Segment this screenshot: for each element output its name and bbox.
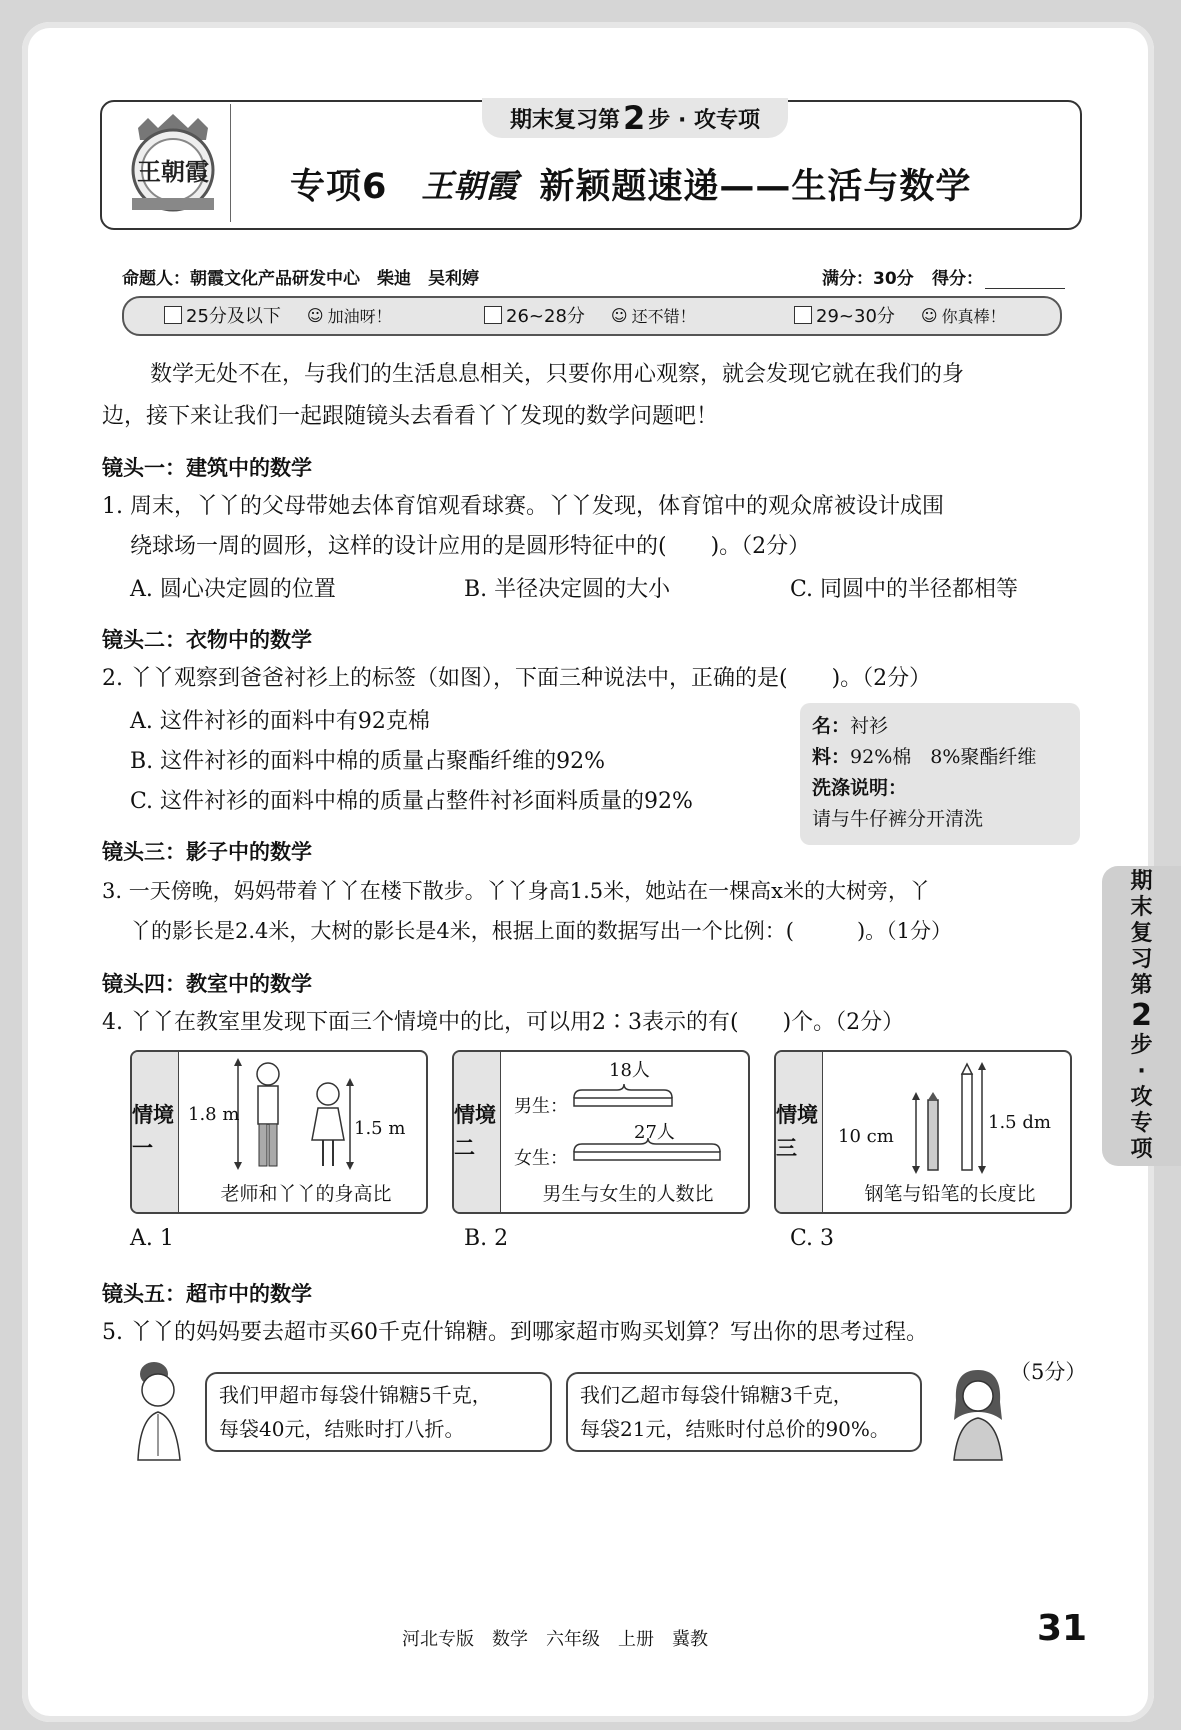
q2-option-b[interactable]: B. 这件衬衫的面料中棉的质量占聚酯纤维的92% — [130, 749, 606, 774]
rating-range: 26~28分 — [506, 306, 585, 327]
q1-option-b[interactable]: B. 半径决定圆的大小 — [464, 577, 671, 602]
title-brand: 王朝霞 — [421, 167, 518, 205]
step-prefix: 期末复习第 — [510, 107, 621, 133]
question-4: 4. 丫丫在教室里发现下面三个情境中的比，可以用2∶3表示的有( )个。（2分） — [102, 1010, 905, 1035]
intro-line-2: 边，接下来让我们一起跟随镜头去看看丫丫发现的数学问题吧！ — [102, 404, 719, 429]
scene-1-value-1: 1.8 m — [188, 1104, 240, 1125]
scene-1-label: 情境一 — [132, 1052, 179, 1212]
brand-logo — [118, 106, 228, 216]
label-material-key: 料： — [812, 746, 851, 768]
question-1-line-2: 绕球场一周的圆形，这样的设计应用的是圆形特征中的( )。（2分） — [130, 534, 811, 559]
score-label: 得分： — [932, 269, 983, 289]
step-number: 2 — [623, 99, 646, 137]
page-title — [290, 154, 971, 214]
section-2-heading: 镜头二：衣物中的数学 — [102, 628, 312, 652]
bubble-b-line-2: 每袋21元，结账时付总价的90%。 — [580, 1417, 890, 1441]
section-4-heading: 镜头四：教室中的数学 — [102, 972, 312, 996]
label-name-value: 衬衫 — [850, 715, 889, 737]
q4-option-a[interactable]: A. 1 — [130, 1226, 174, 1251]
scene-2-value-2: 27人 — [634, 1122, 675, 1143]
q1-option-c[interactable]: C. 同圆中的半径都相等 — [790, 577, 1019, 602]
step-banner — [482, 98, 788, 138]
page-number: 31 — [1037, 1608, 1088, 1649]
smiley-icon: ☺ — [306, 305, 324, 325]
question-3-line-1: 3. 一天傍晚，妈妈带着丫丫在楼下散步。丫丫身高1.5米，她站在一棵高x米的大树旁，丫 — [102, 879, 930, 903]
scene-1-box — [130, 1050, 428, 1214]
scene-2-girls-bar — [572, 1136, 732, 1166]
scene-3-caption: 钢笔与铅笔的长度比 — [864, 1183, 1036, 1205]
footer-info: 河北专版 数学 六年级 上册 冀教 — [402, 1629, 708, 1650]
bubble-b-line-1: 我们乙超市每袋什锦糖3千克， — [580, 1383, 853, 1407]
logo-divider — [230, 104, 231, 222]
section-3-heading: 镜头三：影子中的数学 — [102, 840, 312, 864]
rating-range: 25分及以下 — [186, 306, 281, 327]
q4-option-c[interactable]: C. 3 — [790, 1226, 835, 1251]
question-3-line-2: 丫的影长是2.4米，大树的影长是4米，根据上面的数据写出一个比例：( )。（1分） — [130, 919, 953, 943]
side-tab: 期 末 复 习 第 2 步 · 攻 专 项 — [1102, 866, 1181, 1166]
rating-option[interactable] — [484, 302, 696, 328]
scene-2-value-1: 18人 — [609, 1060, 650, 1081]
title-topic: 专项6 — [290, 167, 388, 207]
clerk-a-avatar — [124, 1356, 198, 1462]
bubble-a-line-1: 我们甲超市每袋什锦糖5千克， — [219, 1383, 492, 1407]
scene-3-value-2: 1.5 dm — [988, 1112, 1051, 1133]
checkbox-icon[interactable] — [794, 306, 812, 324]
q2-option-a[interactable]: A. 这件衬衫的面料中有92克棉 — [130, 709, 430, 734]
question-5: 5. 丫丫的妈妈要去超市买60千克什锦糖。到哪家超市购买划算？写出你的思考过程。 — [102, 1320, 928, 1345]
label-wash-key: 洗涤说明： — [812, 777, 908, 799]
authors-line: 命题人：朝霞文化产品研发中心 柴迪 吴利婷 — [122, 269, 479, 289]
rating-text: 加油呀！ — [327, 306, 392, 326]
question-5-points: （5分） — [1010, 1360, 1087, 1384]
scene-2-boys-label: 男生： — [514, 1096, 568, 1117]
smiley-icon: ☺ — [920, 305, 938, 325]
title-main: 新颖题速递——生活与数学 — [539, 167, 972, 207]
rating-range: 29~30分 — [816, 306, 895, 327]
q2-option-c[interactable]: C. 这件衬衫的面料中棉的质量占整件衬衫面料质量的92% — [130, 789, 693, 814]
section-1-heading: 镜头一：建筑中的数学 — [102, 456, 312, 480]
checkbox-icon[interactable] — [164, 306, 182, 324]
scene-2-box — [452, 1050, 750, 1214]
label-name-key: 名： — [812, 715, 851, 737]
scene-2-boys-bar — [572, 1080, 722, 1110]
question-2: 2. 丫丫观察到爸爸衬衫上的标签（如图），下面三种说法中，正确的是( )。（2分） — [102, 666, 932, 691]
bubble-a-line-2: 每袋40元，结账时打八折。 — [219, 1417, 465, 1441]
q4-option-b[interactable]: B. 2 — [464, 1226, 509, 1251]
clerk-b-avatar — [940, 1360, 1014, 1462]
scene-1-value-2: 1.5 m — [354, 1118, 406, 1139]
score-field[interactable] — [932, 264, 1065, 289]
intro-line-1: 数学无处不在，与我们的生活息息相关，只要你用心观察，就会发现它就在我们的身 — [150, 362, 965, 387]
rating-option[interactable] — [164, 302, 392, 328]
logo-wordmark: 王朝霞 — [137, 157, 209, 186]
scene-2-label: 情境二 — [454, 1052, 501, 1212]
label-wash-value: 请与牛仔裤分开清洗 — [812, 808, 984, 830]
shirt-label — [800, 703, 1080, 845]
scene-3-value-1: 10 cm — [838, 1126, 894, 1147]
rating-option[interactable] — [794, 302, 1006, 328]
score-blank[interactable] — [985, 288, 1065, 289]
question-1-line-1: 1. 周末，丫丫的父母带她去体育馆观看球赛。丫丫发现，体育馆中的观众席被设计成围 — [102, 494, 944, 519]
smiley-icon: ☺ — [610, 305, 628, 325]
speech-bubble-supermarket-a — [205, 1372, 552, 1452]
scene-3-box — [774, 1050, 1072, 1214]
label-material-value: 92%棉 8%聚酯纤维 — [850, 746, 1037, 768]
section-5-heading: 镜头五：超市中的数学 — [102, 1282, 312, 1306]
speech-bubble-supermarket-b — [566, 1372, 922, 1452]
q1-option-a[interactable]: A. 圆心决定圆的位置 — [130, 577, 336, 602]
scene-2-caption: 男生与女生的人数比 — [542, 1183, 714, 1205]
rating-text: 你真棒！ — [941, 306, 1006, 326]
scene-1-caption: 老师和丫丫的身高比 — [220, 1183, 392, 1205]
step-suffix: 步 · 攻专项 — [648, 107, 760, 133]
scene-2-girls-label: 女生： — [514, 1148, 568, 1169]
full-score: 满分：30分 — [822, 269, 914, 289]
checkbox-icon[interactable] — [484, 306, 502, 324]
scene-3-label: 情境三 — [776, 1052, 823, 1212]
rating-text: 还不错！ — [631, 306, 696, 326]
